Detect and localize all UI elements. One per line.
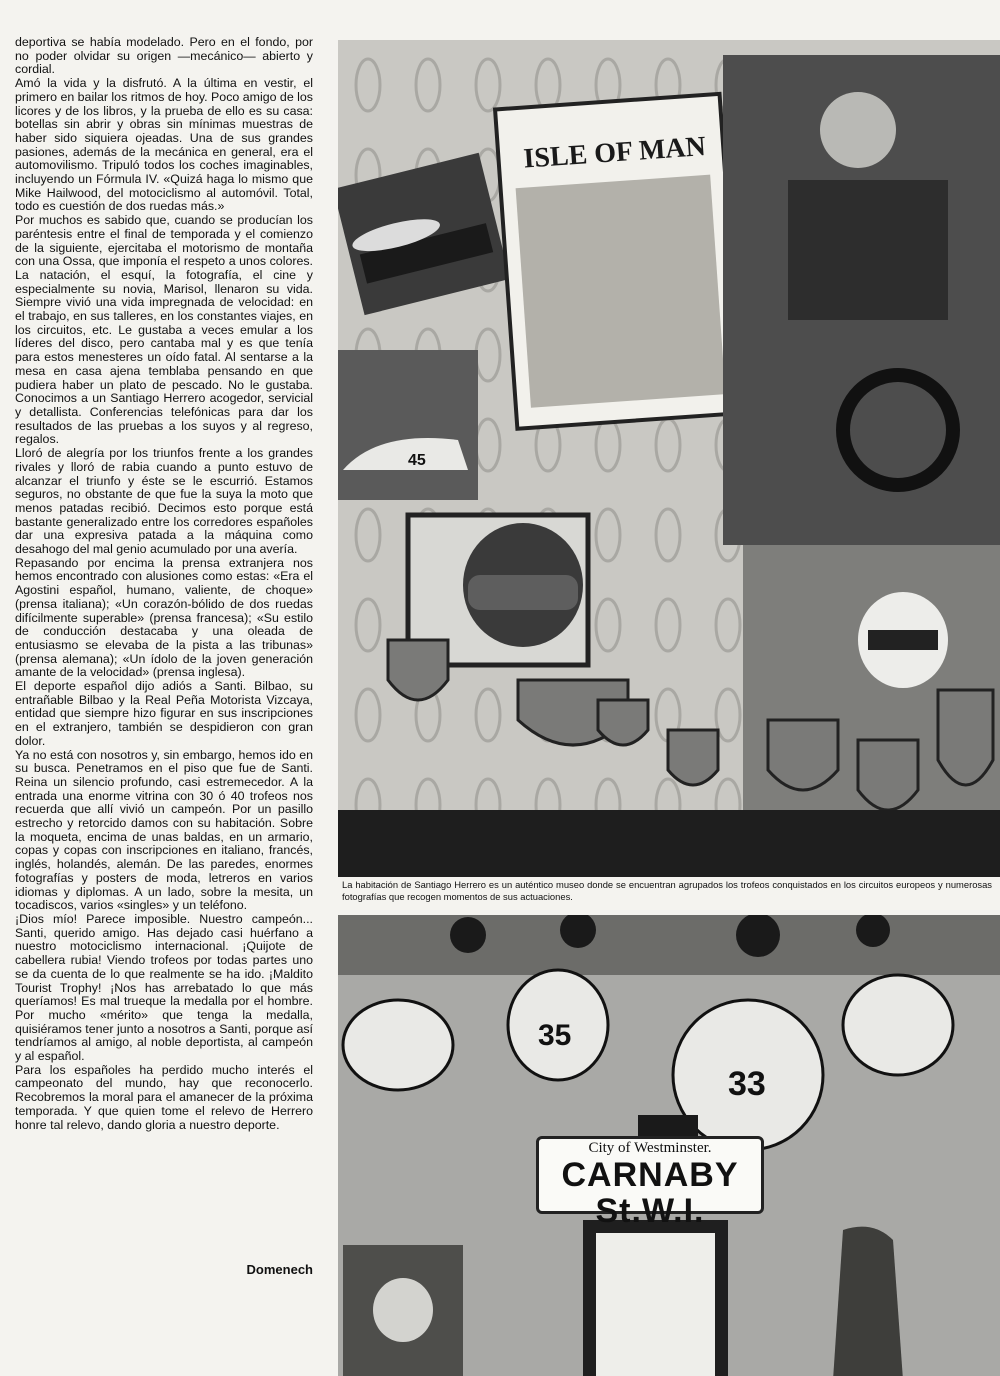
article-paragraph: El deporte español dijo adiós a Santi. Bilbao, su entrañable Bilbao y la Real Peña Motorista Vizcaya, entidad que siempre hizo figurar en sus inscripciones en el extranjero, también se despidieron con gran dolor.: [15, 679, 313, 748]
poster-title: ISLE OF MAN: [522, 130, 707, 175]
article-paragraph: Amó la vida y la disfrutó. A la última en vestir, el primero en bailar los ritmos de hoy. Poco amigo de los licores y de los libros, y la prueba de ello es su casa: botellas sin abrir y obras sin mínimas muestras de haber sido siquiera ojeadas. Una de sus grandes pasiones, además de la mecánica en general, era el automovilismo. Tripuló todos los coches imaginables, incluyendo un Fórmula IV. «Quizá haga lo mismo que Mike Hailwood, del motociclismo al automóvil. Total, todo es cuestión de dos ruedas más.»: [15, 76, 313, 214]
trophy-room-photo: [338, 40, 1000, 877]
photo-caption: La habitación de Santiago Herrero es un auténtico museo donde se encuentran agrupados los trofeos conquistados en los circuitos europeos y numerosas fotografías que recogen momentos de sus actuaciones.: [342, 879, 992, 902]
bike-number-35: 35: [538, 1019, 572, 1052]
byline: Domenech: [246, 1262, 313, 1277]
article-paragraph: Ya no está con nosotros y, sin embargo, hemos ido en su busca. Penetramos en el piso que fue de Santi. Reina un silencio profundo, casi estremecedor. A la entrada una enorme vitrina con 30 ó 40 trofeos nos recuerda que allí vivió un campeón. Por un pasillo estrecho y retorcido damos con su habitación. Sobre la moqueta, encima de unas baldas, en un armario, copas y copas con inscripciones en italiano, francés, inglés, holandés, alemán. De las paredes, enormes fotografías y posters de moda, letreros en varios idiomas y diplomas. A un lado, sobre la mesita, un tocadiscos, varios «singles» y un teléfono.: [15, 747, 313, 913]
article-paragraph: Lloró de alegría por los triunfos frente a los grandes rivales y lloró de rabia cuando a punto estuvo de alcanzar el triunfo y éste se le escurrió. Estamos seguros, no obstante de que fue la suya la moto que menos patadas recibió. Decimos esto porque está bastante generalizado entre los corredores españoles dar una expresiva patada a la máquina como desahogo del mal genio acumulado por una avería.: [15, 446, 313, 557]
article-body: [15, 36, 313, 1132]
article-paragraph: Para los españoles ha perdido mucho interés el campeonato del mundo, hay que reconocerlo. Recobremos la moral para el amanecer de la próxima temporada. Y que quien tome el relevo de Herrero honre tal relevo, dando gloria a nuestro deporte.: [15, 1062, 313, 1132]
street-sign-name: CARNABY St.W.I.: [561, 1156, 739, 1230]
car-number: 45: [408, 452, 426, 469]
bike-number-33: 33: [728, 1065, 766, 1103]
trophy-room-illustration: [338, 40, 1000, 877]
article-paragraph: deportiva se había modelado. Pero en el fondo, por no poder olvidar su origen —mecánico— abierto y cordial.: [15, 35, 313, 77]
article-paragraph: ¡Dios mío! Parece imposible. Nuestro campeón... Santi, querido amigo. Has dejado casi huérfano a nuestro motociclismo internacional. ¡Quijote de cabellera rubia! Viendo trofeos por todas partes uno se da cuenta de lo que realmente se ha ido. ¡Maldito Tourist Trophy! ¡Nos has arrebatado lo que más queríamos! Es mal trueque la medalla por el hombre. Por mucho «mérito» que tenga la medalla, quisiéramos tener junto a nosotros a Santi, porque así tendríamos al amigo, al noble deportista, al campeón y al español.: [15, 912, 313, 1064]
article-paragraph: Por muchos es sabido que, cuando se producían los paréntesis entre el final de temporada y el comienzo de la siguiente, ejercitaba el motorismo de montaña con una Ossa, que imponía el respeto a unos colores. La natación, el esquí, la fotografía, el cine y especialmente su novia, Marisol, llenaron su vida. Siempre vivió una vida impregnada de velocidad: en el trabajo, en sus talleres, en los constantes viajes, en los circuitos, etc. Le gustaba a veces emular a los líderes del disco, pero cantaba mal y es que tenía para estos menesteres un oído fatal. Al sentarse a la mesa en casa ajena temblaba pensando en que pudiera haber un plato de pescado. No le gustaba. Conocimos a un Santiago Herrero acogedor, servicial y detallista. Conferencias telefónicas para dar los resultados de las pruebas a los suyos y al regreso, regalos.: [15, 213, 313, 447]
street-sign: [536, 1136, 764, 1230]
street-sign-city: City of Westminster.: [588, 1140, 712, 1156]
article-paragraph: Repasando por encima la prensa extranjera nos hemos encontrado con alusiones como estas: «Era el Agostini español, humano, valiente, de choque» (prensa italiana); «Un corazón-bólido de dos ruedas difícilmente superable» (prensa francesa); «Su estilo de conducción destacaba y una oleada de entusiasmo se elevaba de la pista a las tribunas» (prensa alemana); «Un ídolo de la joven generación amante de la velocidad» (prensa inglesa).: [15, 555, 313, 680]
racing-photo: [338, 915, 1000, 1376]
